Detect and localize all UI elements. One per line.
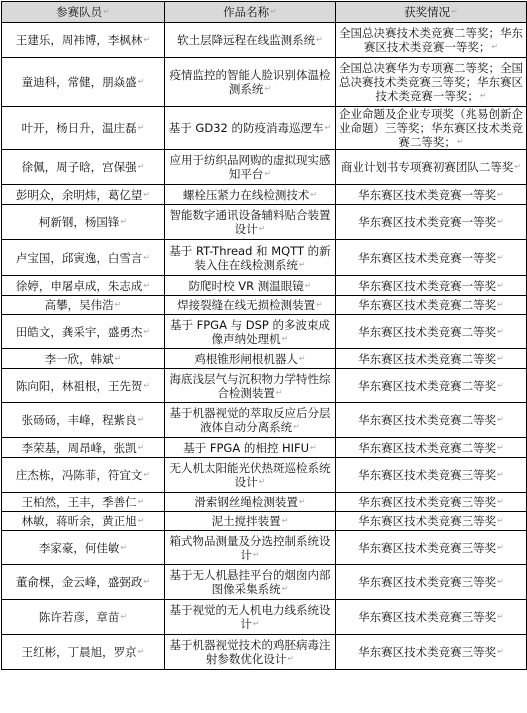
paragraph-mark: ↵ bbox=[143, 577, 151, 586]
award-text: 企业命题及企业专项奖（兆易创新企业命题）三等奖；华东赛区技术类竞赛二等奖； bbox=[339, 107, 523, 149]
paragraph-mark: ↵ bbox=[137, 123, 145, 132]
cell-work bbox=[165, 58, 336, 107]
paragraph-mark: ↵ bbox=[304, 280, 312, 290]
work-text: 应用于纺织品网购的虚拟现实感知平台 bbox=[169, 153, 331, 181]
team-text: 董俞棵，金云峰，盛弼政 bbox=[15, 575, 143, 589]
table-row bbox=[2, 531, 527, 565]
cell-award bbox=[336, 23, 527, 58]
cell-work bbox=[165, 276, 336, 296]
award-text: 华东赛区技术类竞赛一等奖 bbox=[358, 215, 497, 229]
award-text: 华东赛区技术类竞赛三等奖 bbox=[358, 540, 497, 555]
cell-team bbox=[2, 185, 165, 205]
cell-work bbox=[165, 107, 336, 150]
cell-work bbox=[165, 150, 336, 185]
work-text: 基于 GD32 的防疫消毒巡逻车 bbox=[168, 121, 324, 135]
table-row bbox=[2, 512, 527, 531]
team-text: 王建乐，周袆博，李枫林 bbox=[15, 33, 143, 47]
paragraph-mark: ↵ bbox=[497, 577, 504, 586]
paragraph-mark: ↵ bbox=[281, 516, 289, 525]
table-row bbox=[2, 369, 527, 403]
work-text: 无人机太阳能光伏热斑巡检系统设计 bbox=[169, 461, 331, 489]
cell-award bbox=[336, 240, 527, 276]
paragraph-mark: ↵ bbox=[497, 647, 504, 656]
team-text: 李家豪，何佳敏 bbox=[38, 540, 120, 555]
work-text: 疫情监控的智能人脸识别体温检测系统 bbox=[169, 68, 331, 96]
paragraph-mark: ↵ bbox=[497, 326, 504, 336]
paragraph-mark: ↵ bbox=[137, 442, 145, 452]
cell-team bbox=[2, 600, 165, 635]
cell-team bbox=[2, 107, 165, 150]
work-text: 焊接裂缝在线无损检测装置 bbox=[177, 298, 316, 312]
award-text: 华东赛区技术类竞赛三等奖 bbox=[358, 468, 497, 482]
cell-award bbox=[336, 107, 527, 150]
work-text: 箱式物品测量及分选控制系统设计 bbox=[169, 533, 331, 562]
cell-team bbox=[2, 23, 165, 58]
award-text: 华东赛区技术类竞赛二等奖 bbox=[358, 298, 497, 312]
header-work-label: 作品名称 bbox=[223, 5, 270, 19]
table-row bbox=[2, 600, 527, 635]
paragraph-mark: ↵ bbox=[103, 7, 110, 16]
cell-team bbox=[2, 58, 165, 107]
work-text: 智能数字通讯设备辅料贴合装置设计 bbox=[169, 208, 331, 236]
award-text: 全国总决赛华为专项赛二等奖；全国总决赛技术类竞赛三等奖；华东赛区技术类竞赛一等奖； bbox=[339, 61, 523, 103]
cell-work bbox=[165, 493, 336, 512]
work-text: 防爬时校 VR 测温眼镜 bbox=[188, 278, 304, 293]
paragraph-mark: ↵ bbox=[298, 353, 306, 363]
work-text: 基于视觉的无人机电力线系统设计 bbox=[169, 603, 331, 631]
paragraph-mark: ↵ bbox=[143, 326, 151, 336]
work-text: 基于无人机悬挂平台的烟囱内部图像采集系统 bbox=[169, 568, 331, 596]
cell-team bbox=[2, 531, 165, 565]
paragraph-mark: ↵ bbox=[456, 137, 464, 146]
team-text: 陈许若彦，章苗 bbox=[38, 610, 120, 624]
cell-work bbox=[165, 438, 336, 458]
cell-award bbox=[336, 635, 527, 670]
paragraph-mark: ↵ bbox=[310, 189, 318, 199]
cell-award bbox=[336, 403, 527, 438]
team-text: 庄杰栋，冯陈菲，符宜文 bbox=[15, 468, 143, 482]
table-row bbox=[2, 315, 527, 349]
paragraph-mark: ↵ bbox=[143, 189, 151, 199]
cell-award bbox=[336, 458, 527, 493]
work-text: 泥土搅拌装置 bbox=[211, 514, 281, 528]
paragraph-mark: ↵ bbox=[252, 619, 260, 628]
team-text: 田皓文，龚采宇，盛勇杰 bbox=[15, 324, 143, 339]
cell-work bbox=[165, 531, 336, 565]
cell-award bbox=[336, 150, 527, 185]
cell-award bbox=[336, 600, 527, 635]
paragraph-mark: ↵ bbox=[514, 162, 522, 171]
paragraph-mark: ↵ bbox=[497, 612, 504, 621]
paragraph-mark: ↵ bbox=[451, 7, 458, 16]
paragraph-mark: ↵ bbox=[137, 415, 145, 424]
work-text: 滑索钢丝绳检测装置 bbox=[194, 495, 298, 509]
cell-award bbox=[336, 349, 527, 369]
paragraph-mark: ↵ bbox=[497, 300, 504, 309]
table-row bbox=[2, 349, 527, 369]
paragraph-mark: ↵ bbox=[258, 224, 266, 233]
team-text: 李荣基，周昂峰，张凯 bbox=[21, 440, 137, 455]
paragraph-mark: ↵ bbox=[143, 35, 151, 44]
work-text: 基于 FPGA 与 DSP 的多波束成像声纳处理机 bbox=[169, 317, 331, 346]
paragraph-mark: ↵ bbox=[497, 542, 504, 552]
paragraph-mark: ↵ bbox=[143, 252, 151, 262]
award-text: 华东赛区技术类竞赛三等奖 bbox=[358, 575, 497, 589]
paragraph-mark: ↵ bbox=[114, 353, 122, 363]
team-text: 柯新钢，杨国锋 bbox=[38, 215, 120, 229]
paragraph-mark: ↵ bbox=[143, 280, 151, 290]
cell-team bbox=[2, 349, 165, 369]
table-row bbox=[2, 23, 527, 58]
award-text: 华东赛区技术类竞赛一等奖 bbox=[358, 278, 497, 293]
work-text: 基于机器视觉技术的鸡胚病毒注射参数优化设计 bbox=[169, 638, 331, 666]
cell-team bbox=[2, 240, 165, 276]
header-row bbox=[2, 2, 527, 23]
cell-work bbox=[165, 600, 336, 635]
cell-work bbox=[165, 296, 336, 315]
cell-team bbox=[2, 150, 165, 185]
cell-team bbox=[2, 369, 165, 403]
paragraph-mark: ↵ bbox=[497, 516, 504, 525]
header-award bbox=[336, 2, 527, 23]
work-text: 基于机器视觉的萃取反应后分层液体自动分离系统 bbox=[169, 406, 331, 434]
cell-award bbox=[336, 276, 527, 296]
table-row bbox=[2, 58, 527, 107]
paragraph-mark: ↵ bbox=[120, 542, 128, 552]
cell-work bbox=[165, 185, 336, 205]
table-row bbox=[2, 403, 527, 438]
paragraph-mark: ↵ bbox=[137, 162, 145, 171]
team-text: 王柏然，王丰，季善仁 bbox=[21, 495, 137, 509]
header-team bbox=[2, 2, 165, 23]
paragraph-mark: ↵ bbox=[479, 91, 487, 100]
cell-team bbox=[2, 296, 165, 315]
paragraph-mark: ↵ bbox=[316, 300, 323, 309]
table-row bbox=[2, 107, 527, 150]
cell-work bbox=[165, 349, 336, 369]
paragraph-mark: ↵ bbox=[497, 442, 504, 452]
cell-team bbox=[2, 635, 165, 670]
award-text: 全国总决赛技术类竞赛二等奖；华东赛区技术类竞赛一等奖； bbox=[339, 26, 523, 54]
table-row bbox=[2, 185, 527, 205]
team-text: 彭明众，余明炜，葛亿望 bbox=[15, 187, 143, 202]
cell-team bbox=[2, 315, 165, 349]
table-row bbox=[2, 205, 527, 240]
team-text: 林敏，蒋昕余，黄正旭 bbox=[21, 514, 137, 528]
award-text: 华东赛区技术类竞赛三等奖 bbox=[358, 514, 497, 528]
table-row bbox=[2, 635, 527, 670]
work-text: 软土层降远程在线监测系统 bbox=[177, 33, 316, 47]
cell-team bbox=[2, 438, 165, 458]
paragraph-mark: ↵ bbox=[497, 217, 504, 226]
cell-award bbox=[336, 296, 527, 315]
paragraph-mark: ↵ bbox=[497, 189, 504, 199]
cell-team bbox=[2, 512, 165, 531]
paragraph-mark: ↵ bbox=[137, 647, 145, 656]
cell-team bbox=[2, 205, 165, 240]
paragraph-mark: ↵ bbox=[270, 7, 277, 16]
paragraph-mark: ↵ bbox=[497, 380, 504, 390]
cell-award bbox=[336, 493, 527, 512]
work-text: 海底浅层气与沉积物力学特性综合检测装置 bbox=[169, 371, 331, 400]
header-team-label: 参赛队员 bbox=[56, 5, 103, 19]
paragraph-mark: ↵ bbox=[137, 516, 145, 525]
team-text: 王红彬，丁晨旭，罗京 bbox=[21, 645, 137, 659]
award-text: 商业计划书专项赛初赛团队二等奖 bbox=[340, 160, 514, 174]
team-text: 李一欣，韩斌 bbox=[44, 351, 114, 366]
cell-award bbox=[336, 369, 527, 403]
cell-work bbox=[165, 315, 336, 349]
cell-award bbox=[336, 565, 527, 600]
award-text: 华东赛区技术类竞赛二等奖 bbox=[358, 413, 497, 427]
paragraph-mark: ↵ bbox=[143, 470, 151, 479]
paragraph-mark: ↵ bbox=[298, 497, 306, 506]
table-row bbox=[2, 493, 527, 512]
paragraph-mark: ↵ bbox=[258, 477, 266, 486]
table-row bbox=[2, 150, 527, 185]
work-text: 螺栓压紧力在线检测技术 bbox=[182, 187, 310, 202]
award-text: 华东赛区技术类竞赛三等奖 bbox=[358, 495, 497, 509]
cell-award bbox=[336, 185, 527, 205]
paragraph-mark: ↵ bbox=[252, 549, 260, 559]
work-text: 基于 RT-Thread 和 MQTT 的新装入住在线检测系统 bbox=[169, 243, 331, 272]
award-text: 华东赛区技术类竞赛二等奖 bbox=[358, 324, 497, 339]
table-row bbox=[2, 296, 527, 315]
cell-award bbox=[336, 315, 527, 349]
cell-work bbox=[165, 403, 336, 438]
award-text: 华东赛区技术类竞赛三等奖 bbox=[358, 645, 497, 659]
paragraph-mark: ↵ bbox=[137, 497, 145, 506]
paragraph-mark: ↵ bbox=[120, 612, 128, 621]
cell-team bbox=[2, 493, 165, 512]
paragraph-mark: ↵ bbox=[497, 353, 504, 363]
paragraph-mark: ↵ bbox=[298, 259, 306, 269]
table-row bbox=[2, 565, 527, 600]
cell-team bbox=[2, 565, 165, 600]
team-text: 徐婷，申屠卓成，朱志成 bbox=[15, 278, 143, 293]
award-text: 华东赛区技术类竞赛二等奖 bbox=[358, 440, 497, 455]
cell-award bbox=[336, 438, 527, 458]
paragraph-mark: ↵ bbox=[316, 35, 323, 44]
award-text: 华东赛区技术类竞赛二等奖 bbox=[358, 351, 497, 366]
paragraph-mark: ↵ bbox=[287, 654, 295, 663]
cell-work bbox=[165, 458, 336, 493]
cell-team bbox=[2, 276, 165, 296]
team-text: 卢宝国，邱寅逸，白雪言 bbox=[15, 250, 143, 265]
header-work bbox=[165, 2, 336, 23]
paragraph-mark: ↵ bbox=[497, 280, 504, 290]
paragraph-mark: ↵ bbox=[281, 333, 289, 343]
work-text: 基于 FPGA 的相控 HIFU bbox=[183, 440, 310, 455]
cell-award bbox=[336, 512, 527, 531]
cell-work bbox=[165, 205, 336, 240]
award-text: 华东赛区技术类竞赛二等奖 bbox=[358, 378, 497, 393]
paragraph-mark: ↵ bbox=[497, 497, 504, 506]
award-text: 华东赛区技术类竞赛一等奖 bbox=[358, 187, 497, 202]
team-text: 张砀砀，丰峰，程紫良 bbox=[21, 413, 137, 427]
awards-table bbox=[1, 1, 527, 670]
paragraph-mark: ↵ bbox=[137, 77, 145, 86]
cell-work bbox=[165, 635, 336, 670]
cell-award bbox=[336, 58, 527, 107]
table-row bbox=[2, 438, 527, 458]
team-text: 高攀，吴伟浩 bbox=[44, 298, 114, 312]
team-text: 叶开，杨日升，温庄磊 bbox=[21, 121, 137, 135]
table-row bbox=[2, 458, 527, 493]
cell-work bbox=[165, 565, 336, 600]
paragraph-mark: ↵ bbox=[497, 470, 504, 479]
paragraph-mark: ↵ bbox=[264, 169, 272, 178]
paragraph-mark: ↵ bbox=[143, 380, 151, 390]
team-text: 童迪科，常健，朋焱盛 bbox=[21, 75, 137, 89]
paragraph-mark: ↵ bbox=[497, 415, 504, 424]
paragraph-mark: ↵ bbox=[264, 84, 272, 93]
award-text: 华东赛区技术类竞赛三等奖 bbox=[358, 610, 497, 624]
cell-work bbox=[165, 512, 336, 531]
paragraph-mark: ↵ bbox=[324, 123, 332, 132]
team-text: 陈向阳，林祖根，王先贺 bbox=[15, 378, 143, 393]
work-text: 鸡根锥形闸根机器人 bbox=[194, 351, 298, 366]
cell-team bbox=[2, 458, 165, 493]
cell-award bbox=[336, 531, 527, 565]
table-row bbox=[2, 240, 527, 276]
cell-work bbox=[165, 240, 336, 276]
paragraph-mark: ↵ bbox=[120, 217, 128, 226]
cell-work bbox=[165, 369, 336, 403]
paragraph-mark: ↵ bbox=[491, 42, 499, 51]
header-award-label: 获奖情况 bbox=[404, 5, 451, 19]
award-text: 华东赛区技术类竞赛一等奖 bbox=[358, 250, 497, 265]
table-body bbox=[2, 23, 527, 670]
paragraph-mark: ↵ bbox=[497, 252, 504, 262]
paragraph-mark: ↵ bbox=[293, 422, 300, 431]
cell-team bbox=[2, 403, 165, 438]
paragraph-mark: ↵ bbox=[114, 300, 122, 309]
team-text: 徐佩，周子晗，宫保强 bbox=[21, 160, 137, 174]
cell-work bbox=[165, 23, 336, 58]
paragraph-mark: ↵ bbox=[281, 584, 289, 593]
paragraph-mark: ↵ bbox=[275, 387, 283, 397]
table-row bbox=[2, 276, 527, 296]
paragraph-mark: ↵ bbox=[310, 442, 317, 452]
cell-award bbox=[336, 205, 527, 240]
